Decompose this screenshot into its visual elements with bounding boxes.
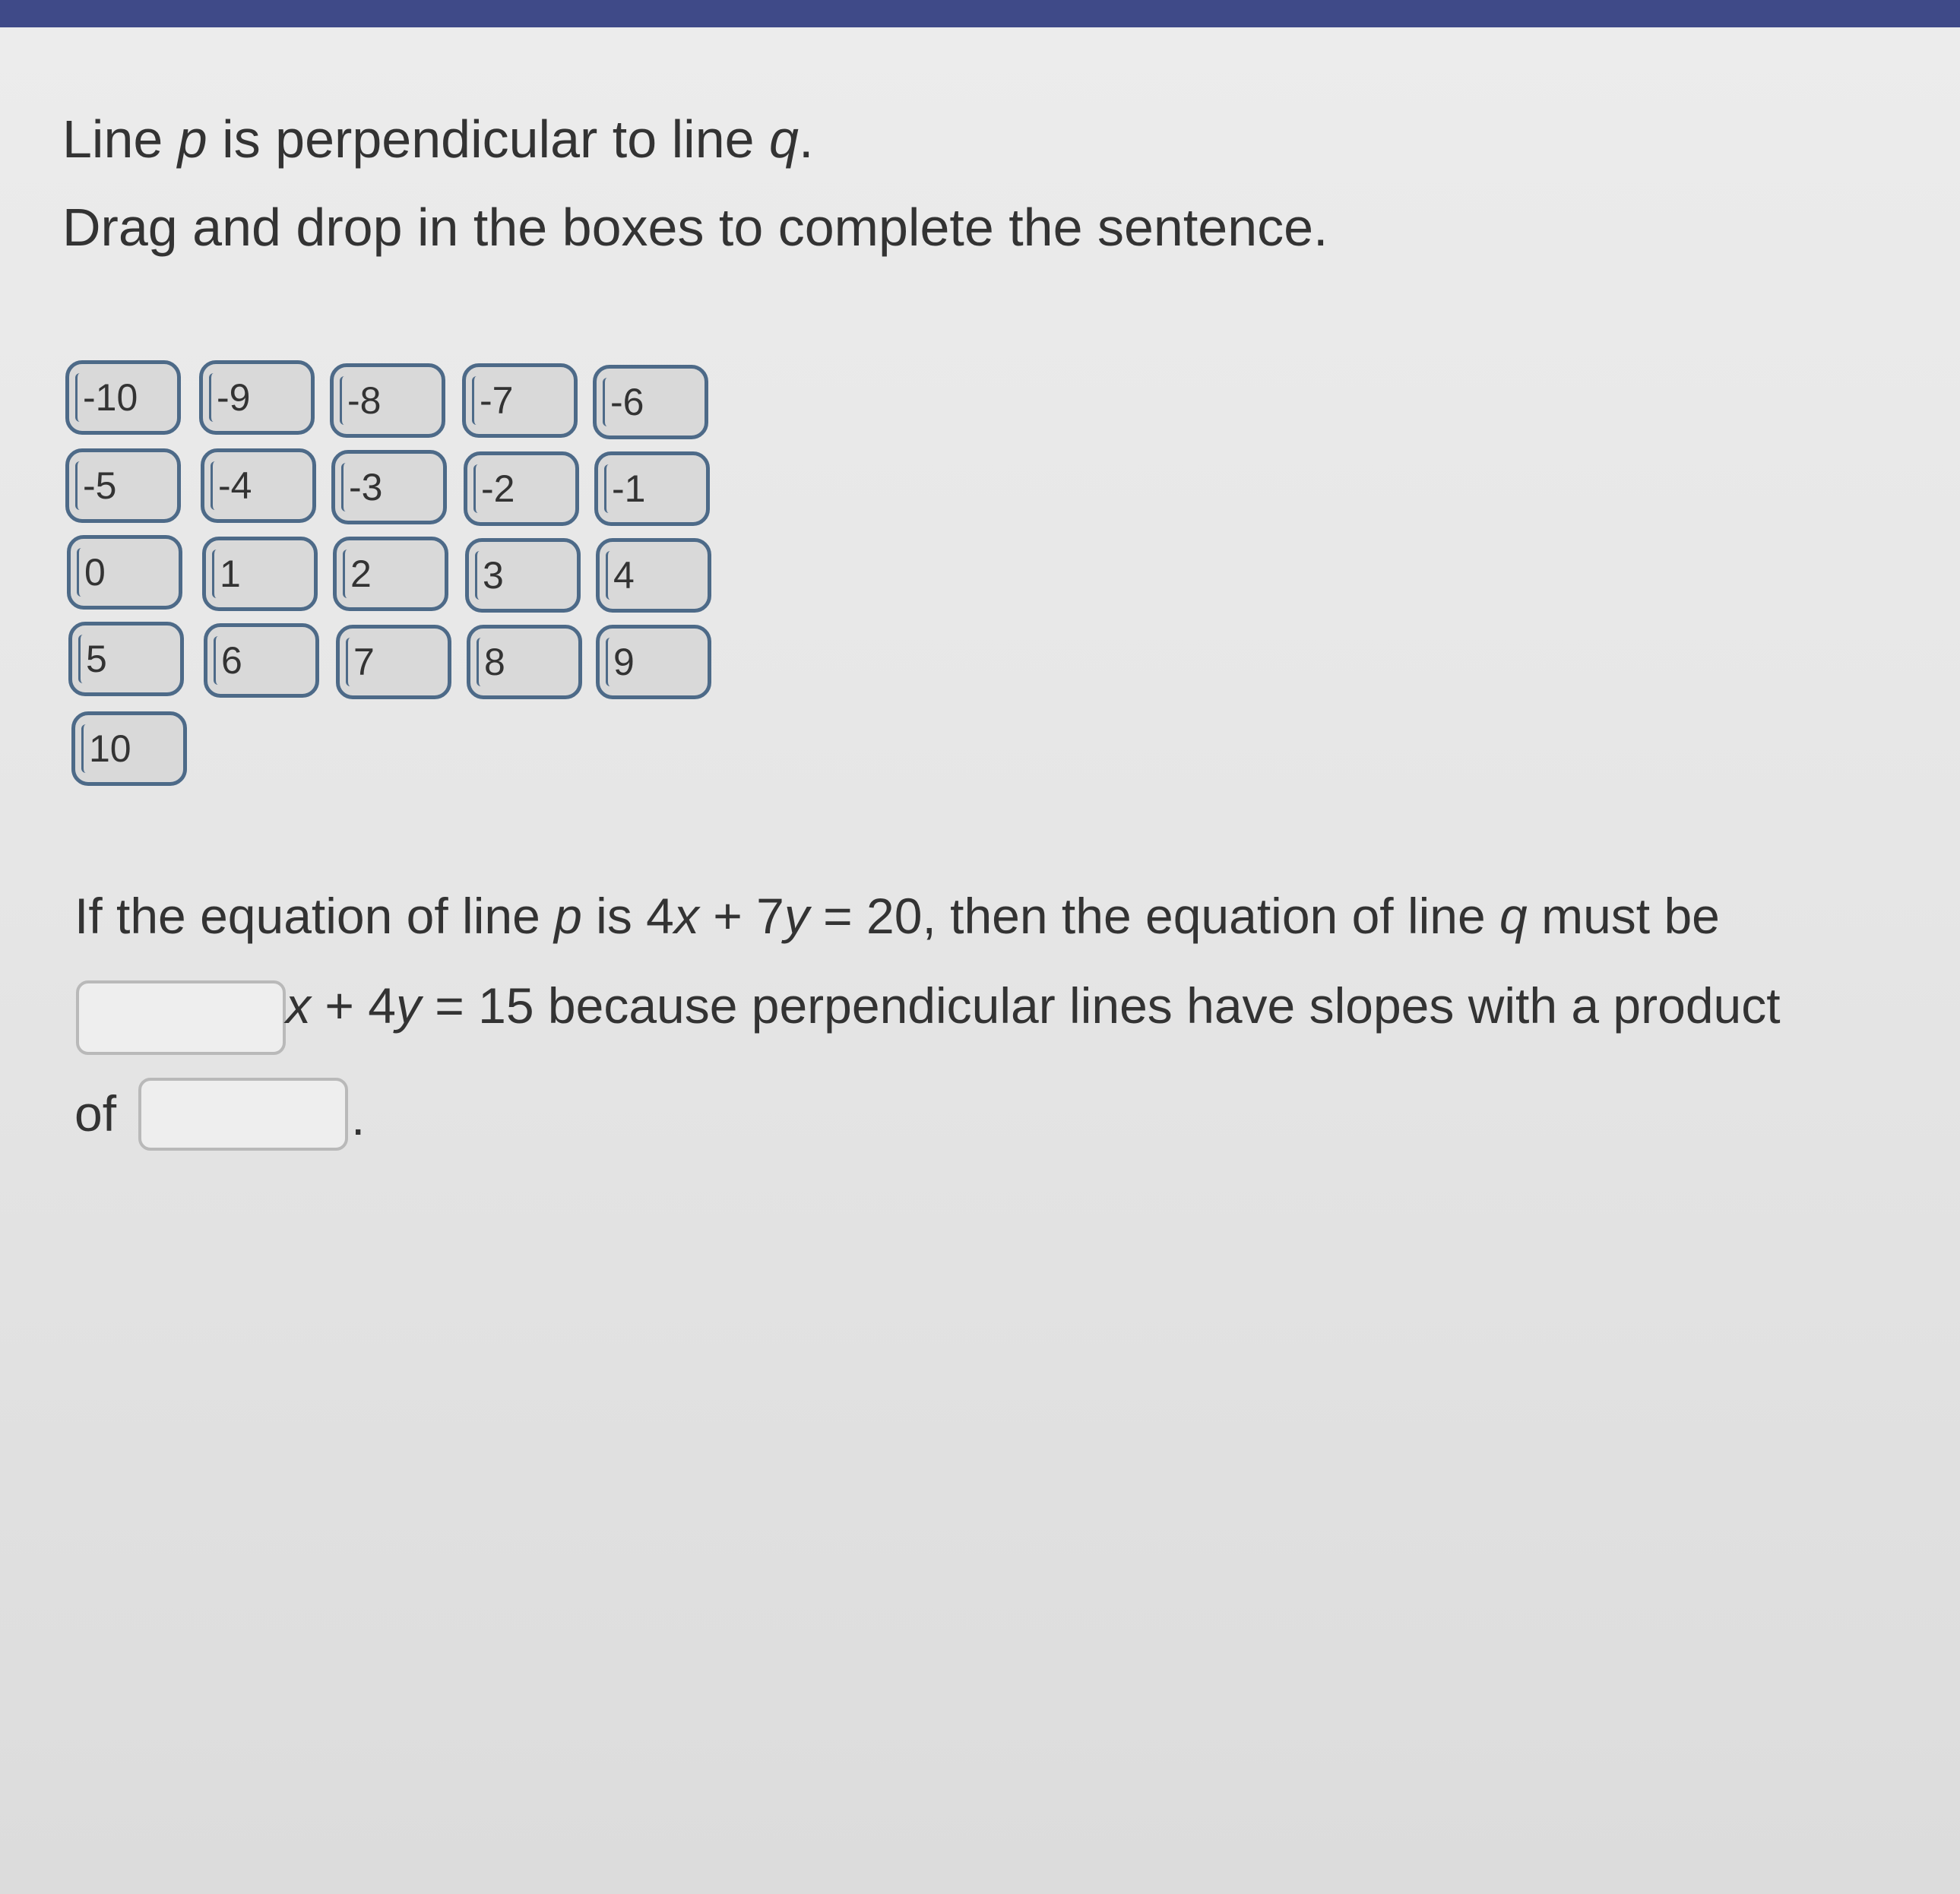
- sentence-line-2: [286, 977, 1781, 1034]
- sentence-text: If the equation of line: [74, 888, 555, 944]
- drag-tile[interactable]: [199, 360, 315, 435]
- drag-tile[interactable]: [467, 625, 582, 699]
- tile-label: -7: [480, 379, 514, 422]
- x-var: x: [673, 888, 699, 944]
- sentence-text: + 4: [311, 977, 396, 1034]
- tile-label: 5: [86, 638, 107, 680]
- tile-label: 6: [221, 639, 242, 682]
- sentence-text: = 20, then the equation of line: [809, 888, 1500, 944]
- y-var: y: [395, 977, 421, 1034]
- tile-label: -10: [83, 376, 138, 419]
- tile-label: 9: [613, 641, 635, 683]
- y-var: y: [784, 888, 809, 944]
- drag-tile[interactable]: [201, 448, 316, 523]
- coefficient-drop-box[interactable]: [76, 980, 286, 1055]
- tile-label: -2: [481, 467, 515, 510]
- drag-tile[interactable]: [462, 363, 578, 438]
- drag-tile[interactable]: [330, 363, 445, 438]
- tile-label: 10: [89, 727, 131, 770]
- tile-label: 1: [220, 553, 241, 595]
- stem-text: .: [798, 109, 814, 169]
- line-q-var: q: [1499, 888, 1528, 944]
- drag-tile[interactable]: [336, 625, 451, 699]
- sentence-text: = 15 because perpendicular lines have slopes with a product: [420, 977, 1781, 1034]
- tile-label: 8: [484, 641, 505, 683]
- tile-label: -4: [218, 464, 252, 507]
- answer-tile-bank: [65, 360, 719, 801]
- drag-tile[interactable]: [202, 537, 318, 611]
- tile-label: -1: [612, 467, 646, 510]
- drag-tile[interactable]: [596, 625, 711, 699]
- drag-tile[interactable]: [596, 538, 711, 613]
- question-stem: [62, 109, 814, 169]
- line-p-var: p: [177, 109, 207, 169]
- sentence-text: is 4: [581, 888, 674, 944]
- product-drop-box[interactable]: [138, 1078, 348, 1151]
- tile-label: -5: [83, 464, 117, 507]
- sentence-line-3: of: [74, 1085, 117, 1142]
- drag-tile[interactable]: [594, 451, 710, 526]
- drag-tile[interactable]: [331, 450, 447, 524]
- sentence-text: must be: [1527, 888, 1720, 944]
- drag-tile[interactable]: [65, 360, 181, 435]
- drag-tile[interactable]: [593, 365, 708, 439]
- tile-label: 7: [353, 641, 375, 683]
- drag-tile[interactable]: [67, 535, 182, 610]
- drag-tile[interactable]: [68, 622, 184, 696]
- drag-tile[interactable]: [464, 451, 579, 526]
- x-var: x: [286, 977, 311, 1034]
- tile-label: 2: [350, 553, 372, 595]
- drag-tile[interactable]: [204, 623, 319, 698]
- sentence-text: + 7: [698, 888, 784, 944]
- tile-label: -3: [349, 466, 383, 508]
- drag-tile[interactable]: [333, 537, 448, 611]
- tile-label: -8: [347, 379, 382, 422]
- sentence-line-1: [74, 888, 1720, 944]
- line-q-var: q: [769, 109, 799, 169]
- drag-tile[interactable]: [465, 538, 581, 613]
- drag-tile[interactable]: [65, 448, 181, 523]
- top-header-bar: [0, 0, 1960, 27]
- tile-label: 4: [613, 554, 635, 597]
- drag-tile[interactable]: [71, 711, 187, 786]
- stem-text: is perpendicular to line: [207, 109, 770, 169]
- tile-label: 0: [84, 551, 106, 594]
- line-p-var: p: [554, 888, 582, 944]
- tile-label: 3: [483, 554, 504, 597]
- instruction-text: Drag and drop in the boxes to complete the sentence.: [62, 198, 1328, 257]
- sentence-period: .: [351, 1089, 366, 1145]
- tile-label: -6: [610, 381, 644, 423]
- tile-label: -9: [217, 376, 251, 419]
- stem-text: Line: [62, 109, 178, 169]
